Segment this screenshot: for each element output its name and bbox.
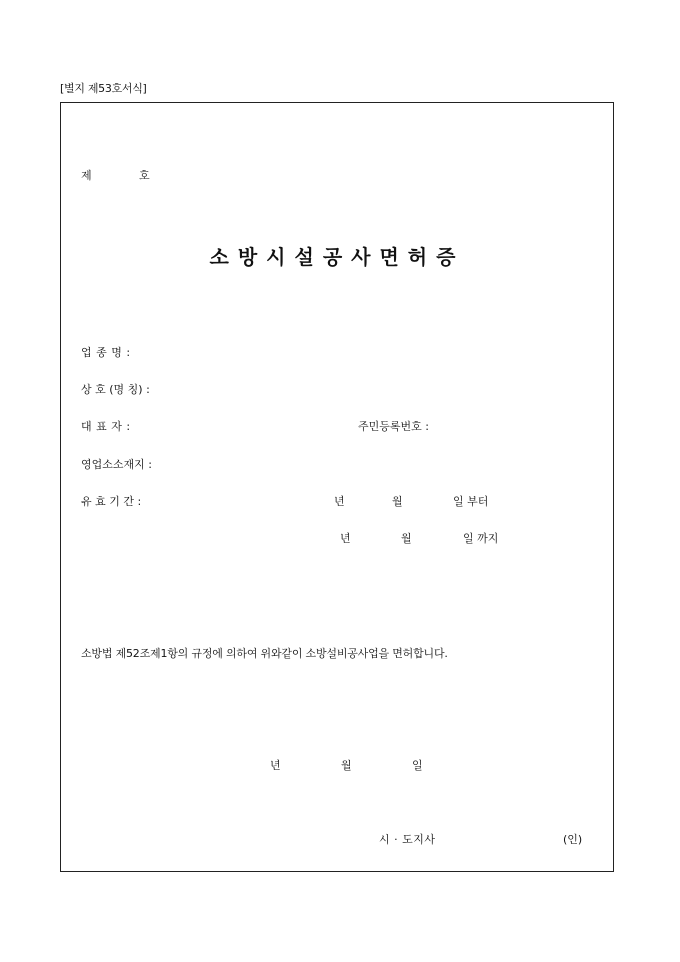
representative-label: 대 표 자 : bbox=[81, 420, 131, 433]
validity-to-year: 년 bbox=[340, 532, 351, 545]
license-statement: 소방법 제52조제1항의 규정에 의하여 위와같이 소방설비공사업을 면허합니다. bbox=[81, 647, 448, 660]
certificate-frame bbox=[60, 102, 614, 872]
validity-from-month: 월 bbox=[392, 495, 403, 508]
cert-number-suffix: 호 bbox=[139, 169, 150, 182]
validity-period-label: 유 효 기 간 : bbox=[81, 495, 142, 508]
trade-name-label: 상 호 (명 칭) : bbox=[81, 383, 150, 396]
validity-to-month: 월 bbox=[401, 532, 412, 545]
resident-number-label: 주민등록번호 : bbox=[358, 420, 429, 433]
form-reference: [별지 제53호서식] bbox=[60, 82, 147, 95]
validity-from-day: 일 부터 bbox=[453, 495, 489, 508]
office-address-label: 영업소소재지 : bbox=[81, 458, 152, 471]
validity-from-year: 년 bbox=[334, 495, 345, 508]
validity-to-day: 일 까지 bbox=[463, 532, 499, 545]
cert-number-prefix: 제 bbox=[81, 169, 92, 182]
seal-mark: (인) bbox=[563, 833, 583, 846]
business-type-label: 업 종 명 : bbox=[81, 346, 131, 359]
issue-date-day: 일 bbox=[412, 759, 423, 772]
issuer-title: 시 · 도지사 bbox=[379, 833, 436, 846]
issue-date-month: 월 bbox=[341, 759, 352, 772]
certificate-title: 소방시설공사면허증 bbox=[209, 245, 465, 269]
issue-date-year: 년 bbox=[270, 759, 281, 772]
